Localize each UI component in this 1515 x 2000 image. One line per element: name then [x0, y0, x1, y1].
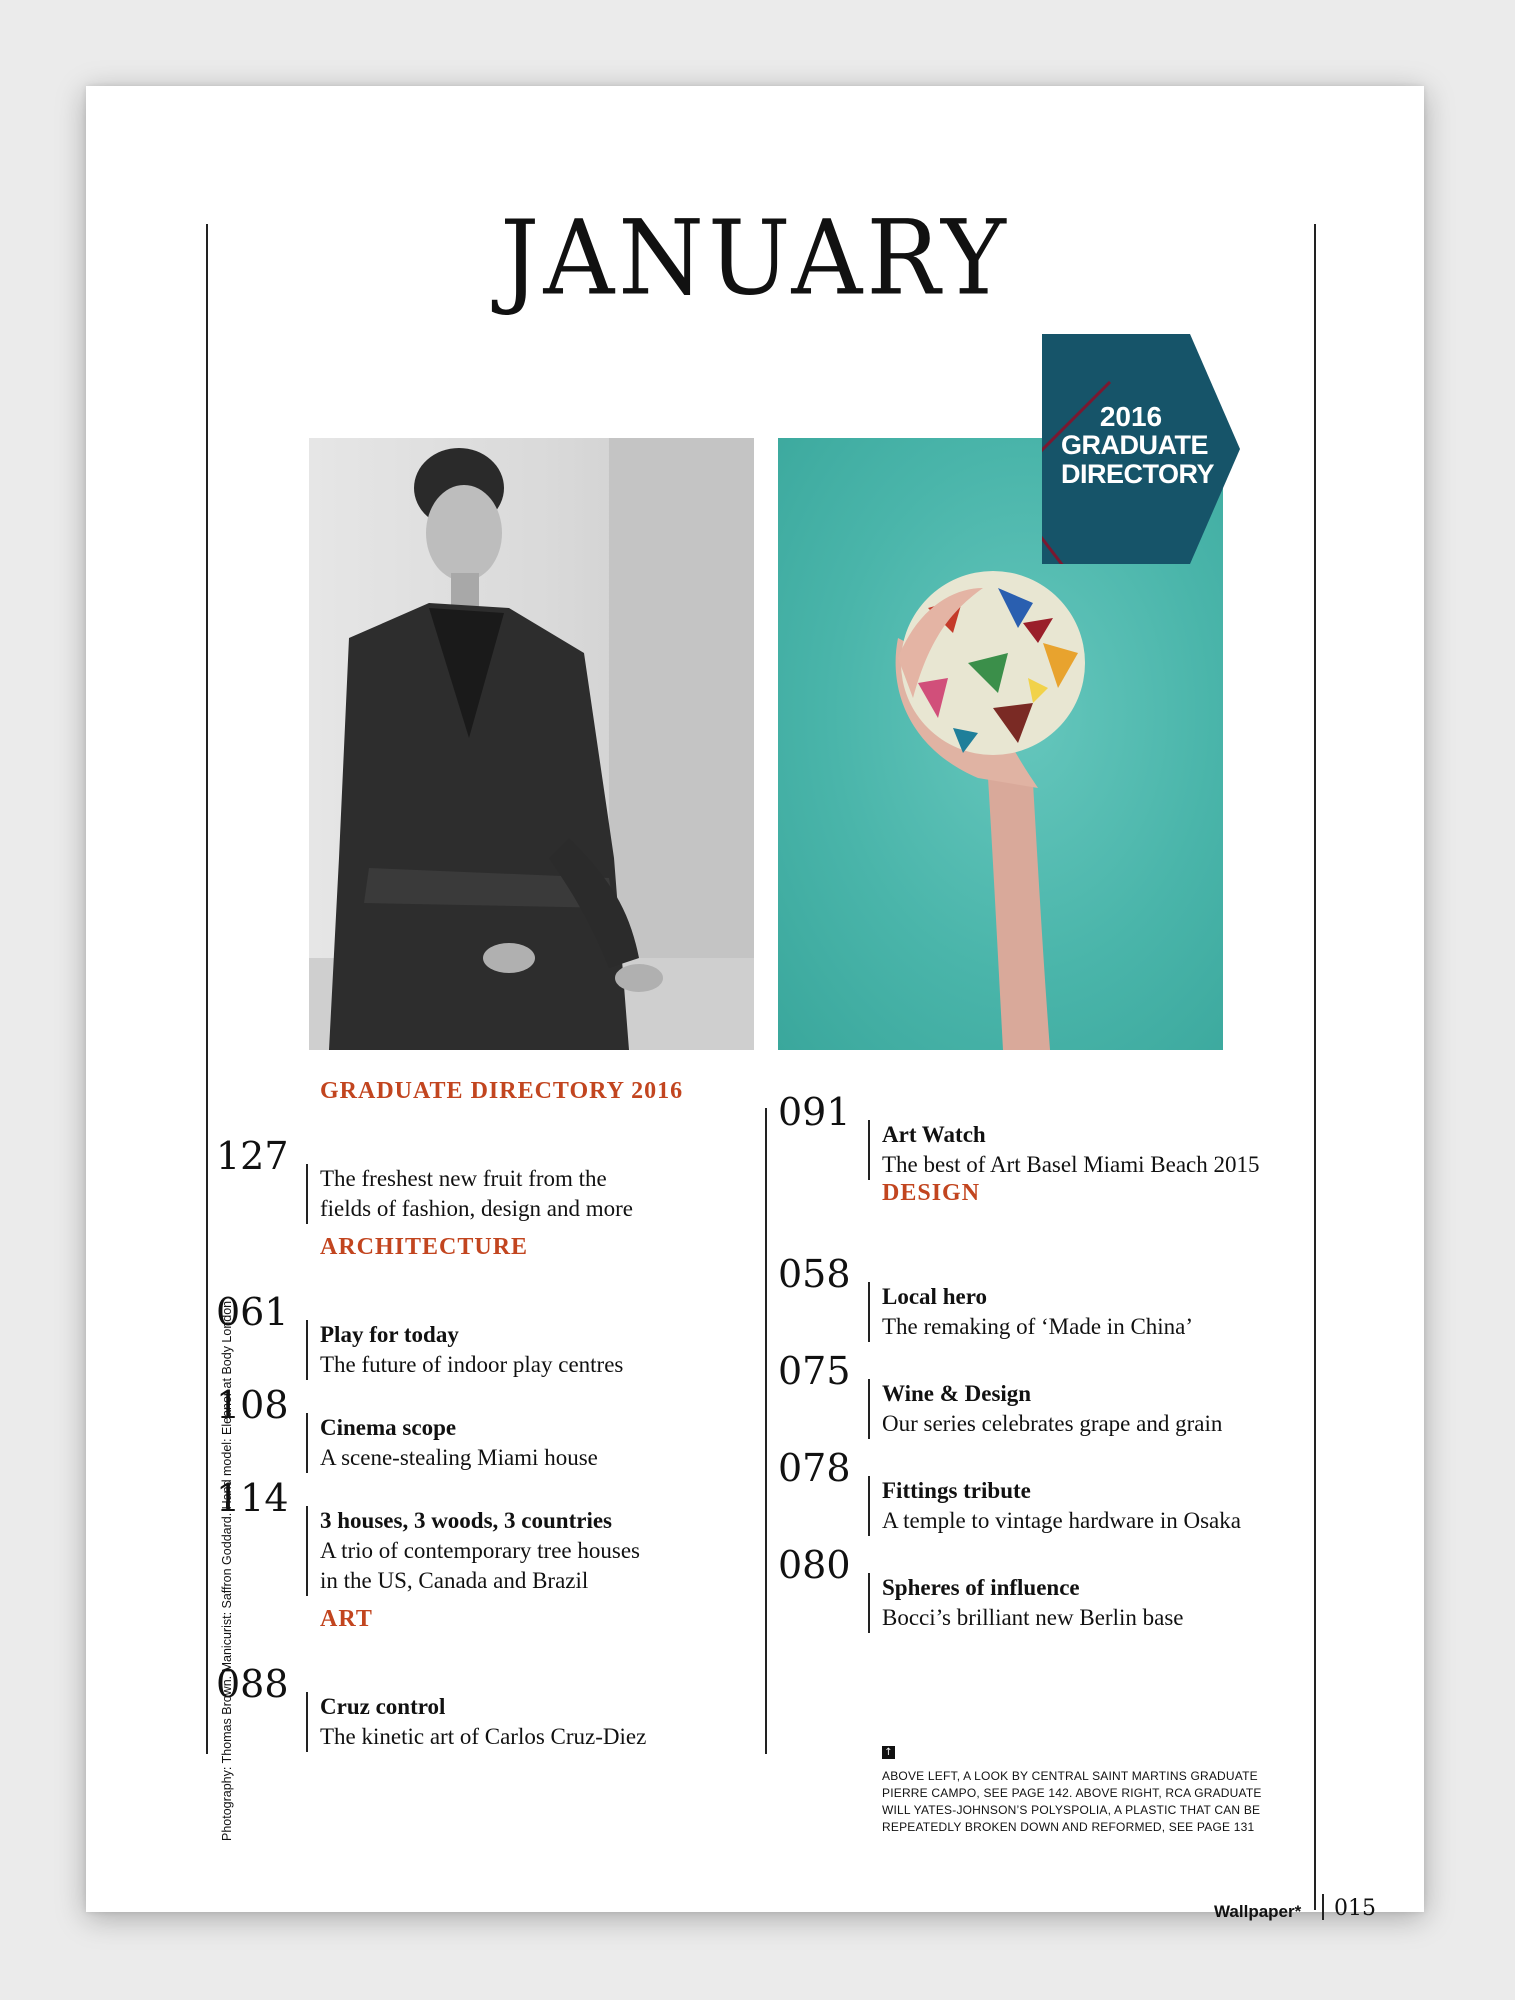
- entry-title: Spheres of influence: [882, 1575, 1080, 1600]
- entry-desc: The kinetic art of Carlos Cruz-Diez: [320, 1724, 647, 1749]
- toc-entry-wine-design[interactable]: [868, 1379, 1222, 1439]
- toc-entry-cruz-control[interactable]: [306, 1692, 646, 1752]
- column-divider: [765, 1108, 767, 1754]
- entry-line: fields of fashion, design and more: [320, 1196, 633, 1221]
- toc-entry-local-hero[interactable]: [868, 1282, 1193, 1342]
- entry-title: Art Watch: [882, 1122, 986, 1147]
- photo-credit: Photography: Thomas Brown. Manicurist: Saffron Goddard. Hand model: Eleanor at Body London: [220, 1300, 234, 1841]
- toc-entry-cinema-scope[interactable]: [306, 1413, 598, 1473]
- page-number-058: 058: [778, 1252, 851, 1296]
- badge-line2: DIRECTORY: [1061, 459, 1215, 489]
- page-number-127: 127: [216, 1134, 289, 1178]
- entry-title: Cruz control: [320, 1694, 446, 1719]
- badge-label: [1061, 401, 1215, 489]
- entry-desc: in the US, Canada and Brazil: [320, 1568, 589, 1593]
- page-number-061: 061: [216, 1290, 289, 1334]
- page-number-108: 108: [216, 1383, 289, 1427]
- entry-desc: A trio of contemporary tree houses: [320, 1538, 640, 1563]
- entry-desc: The best of Art Basel Miami Beach 2015: [882, 1152, 1260, 1177]
- toc-entry-three-houses[interactable]: [306, 1506, 640, 1596]
- right-frame-rule: [1314, 224, 1316, 1910]
- caption-line: ABOVE LEFT, A LOOK BY CENTRAL SAINT MARTINS GRADUATE: [882, 1769, 1258, 1783]
- entry-desc: A scene-stealing Miami house: [320, 1445, 598, 1470]
- page-number-078: 078: [778, 1446, 851, 1490]
- folio-page-number: 015: [1334, 1896, 1376, 1921]
- page-title: JANUARY: [500, 199, 1010, 319]
- toc-entry-fittings-tribute[interactable]: [868, 1476, 1241, 1536]
- section-heading-art: ART: [320, 1606, 373, 1632]
- entry-desc: Bocci’s brilliant new Berlin base: [882, 1605, 1184, 1630]
- entry-desc: Our series celebrates grape and grain: [882, 1411, 1223, 1436]
- toc-entry-graduate[interactable]: [306, 1164, 633, 1224]
- magazine-page: [86, 86, 1424, 1921]
- brand-logo: Wallpaper*: [1214, 1902, 1302, 1921]
- fashion-photo: [309, 438, 754, 1050]
- caption-line: REPEATEDLY BROKEN DOWN AND REFORMED, SEE PAGE 131: [882, 1820, 1255, 1834]
- section-heading-graduate: GRADUATE DIRECTORY 2016: [320, 1078, 684, 1104]
- page-number-091: 091: [778, 1090, 851, 1134]
- caption-line: PIERRE CAMPO, SEE PAGE 142. ABOVE RIGHT, RCA GRADUATE: [882, 1786, 1262, 1800]
- entry-title: Cinema scope: [320, 1415, 457, 1440]
- toc-entry-art-watch[interactable]: [868, 1120, 1260, 1180]
- page-number-080: 080: [778, 1543, 851, 1587]
- left-frame-rule: [206, 224, 208, 1754]
- entry-title: 3 houses, 3 woods, 3 countries: [320, 1508, 613, 1533]
- badge-year: 2016: [1099, 401, 1163, 432]
- entry-desc: The future of indoor play centres: [320, 1352, 624, 1377]
- arrow-up-icon: ↑: [882, 1746, 895, 1759]
- entry-desc: A temple to vintage hardware in Osaka: [882, 1508, 1241, 1533]
- page-number-075: 075: [778, 1349, 851, 1393]
- photo-caption: [882, 1768, 1302, 1836]
- section-heading-design: DESIGN: [882, 1180, 981, 1206]
- caption-line: WILL YATES-JOHNSON’S POLYSPOLIA, A PLASTIC THAT CAN BE: [882, 1803, 1261, 1817]
- section-heading-architecture: ARCHITECTURE: [320, 1234, 529, 1260]
- badge-line1: GRADUATE: [1061, 430, 1208, 460]
- entry-line: The freshest new fruit from the: [320, 1166, 607, 1191]
- entry-desc: The remaking of ‘Made in China’: [882, 1314, 1194, 1339]
- page-number-114: 114: [216, 1476, 289, 1520]
- entry-title: Play for today: [320, 1322, 459, 1347]
- footer-rule: [1322, 1894, 1324, 1920]
- entry-title: Local hero: [882, 1284, 987, 1309]
- toc-entry-play-for-today[interactable]: [306, 1320, 623, 1380]
- toc-entry-spheres-of-influence[interactable]: [868, 1573, 1183, 1633]
- entry-title: Wine & Design: [882, 1381, 1032, 1406]
- entry-title: Fittings tribute: [882, 1478, 1031, 1503]
- page-number-088: 088: [216, 1662, 289, 1706]
